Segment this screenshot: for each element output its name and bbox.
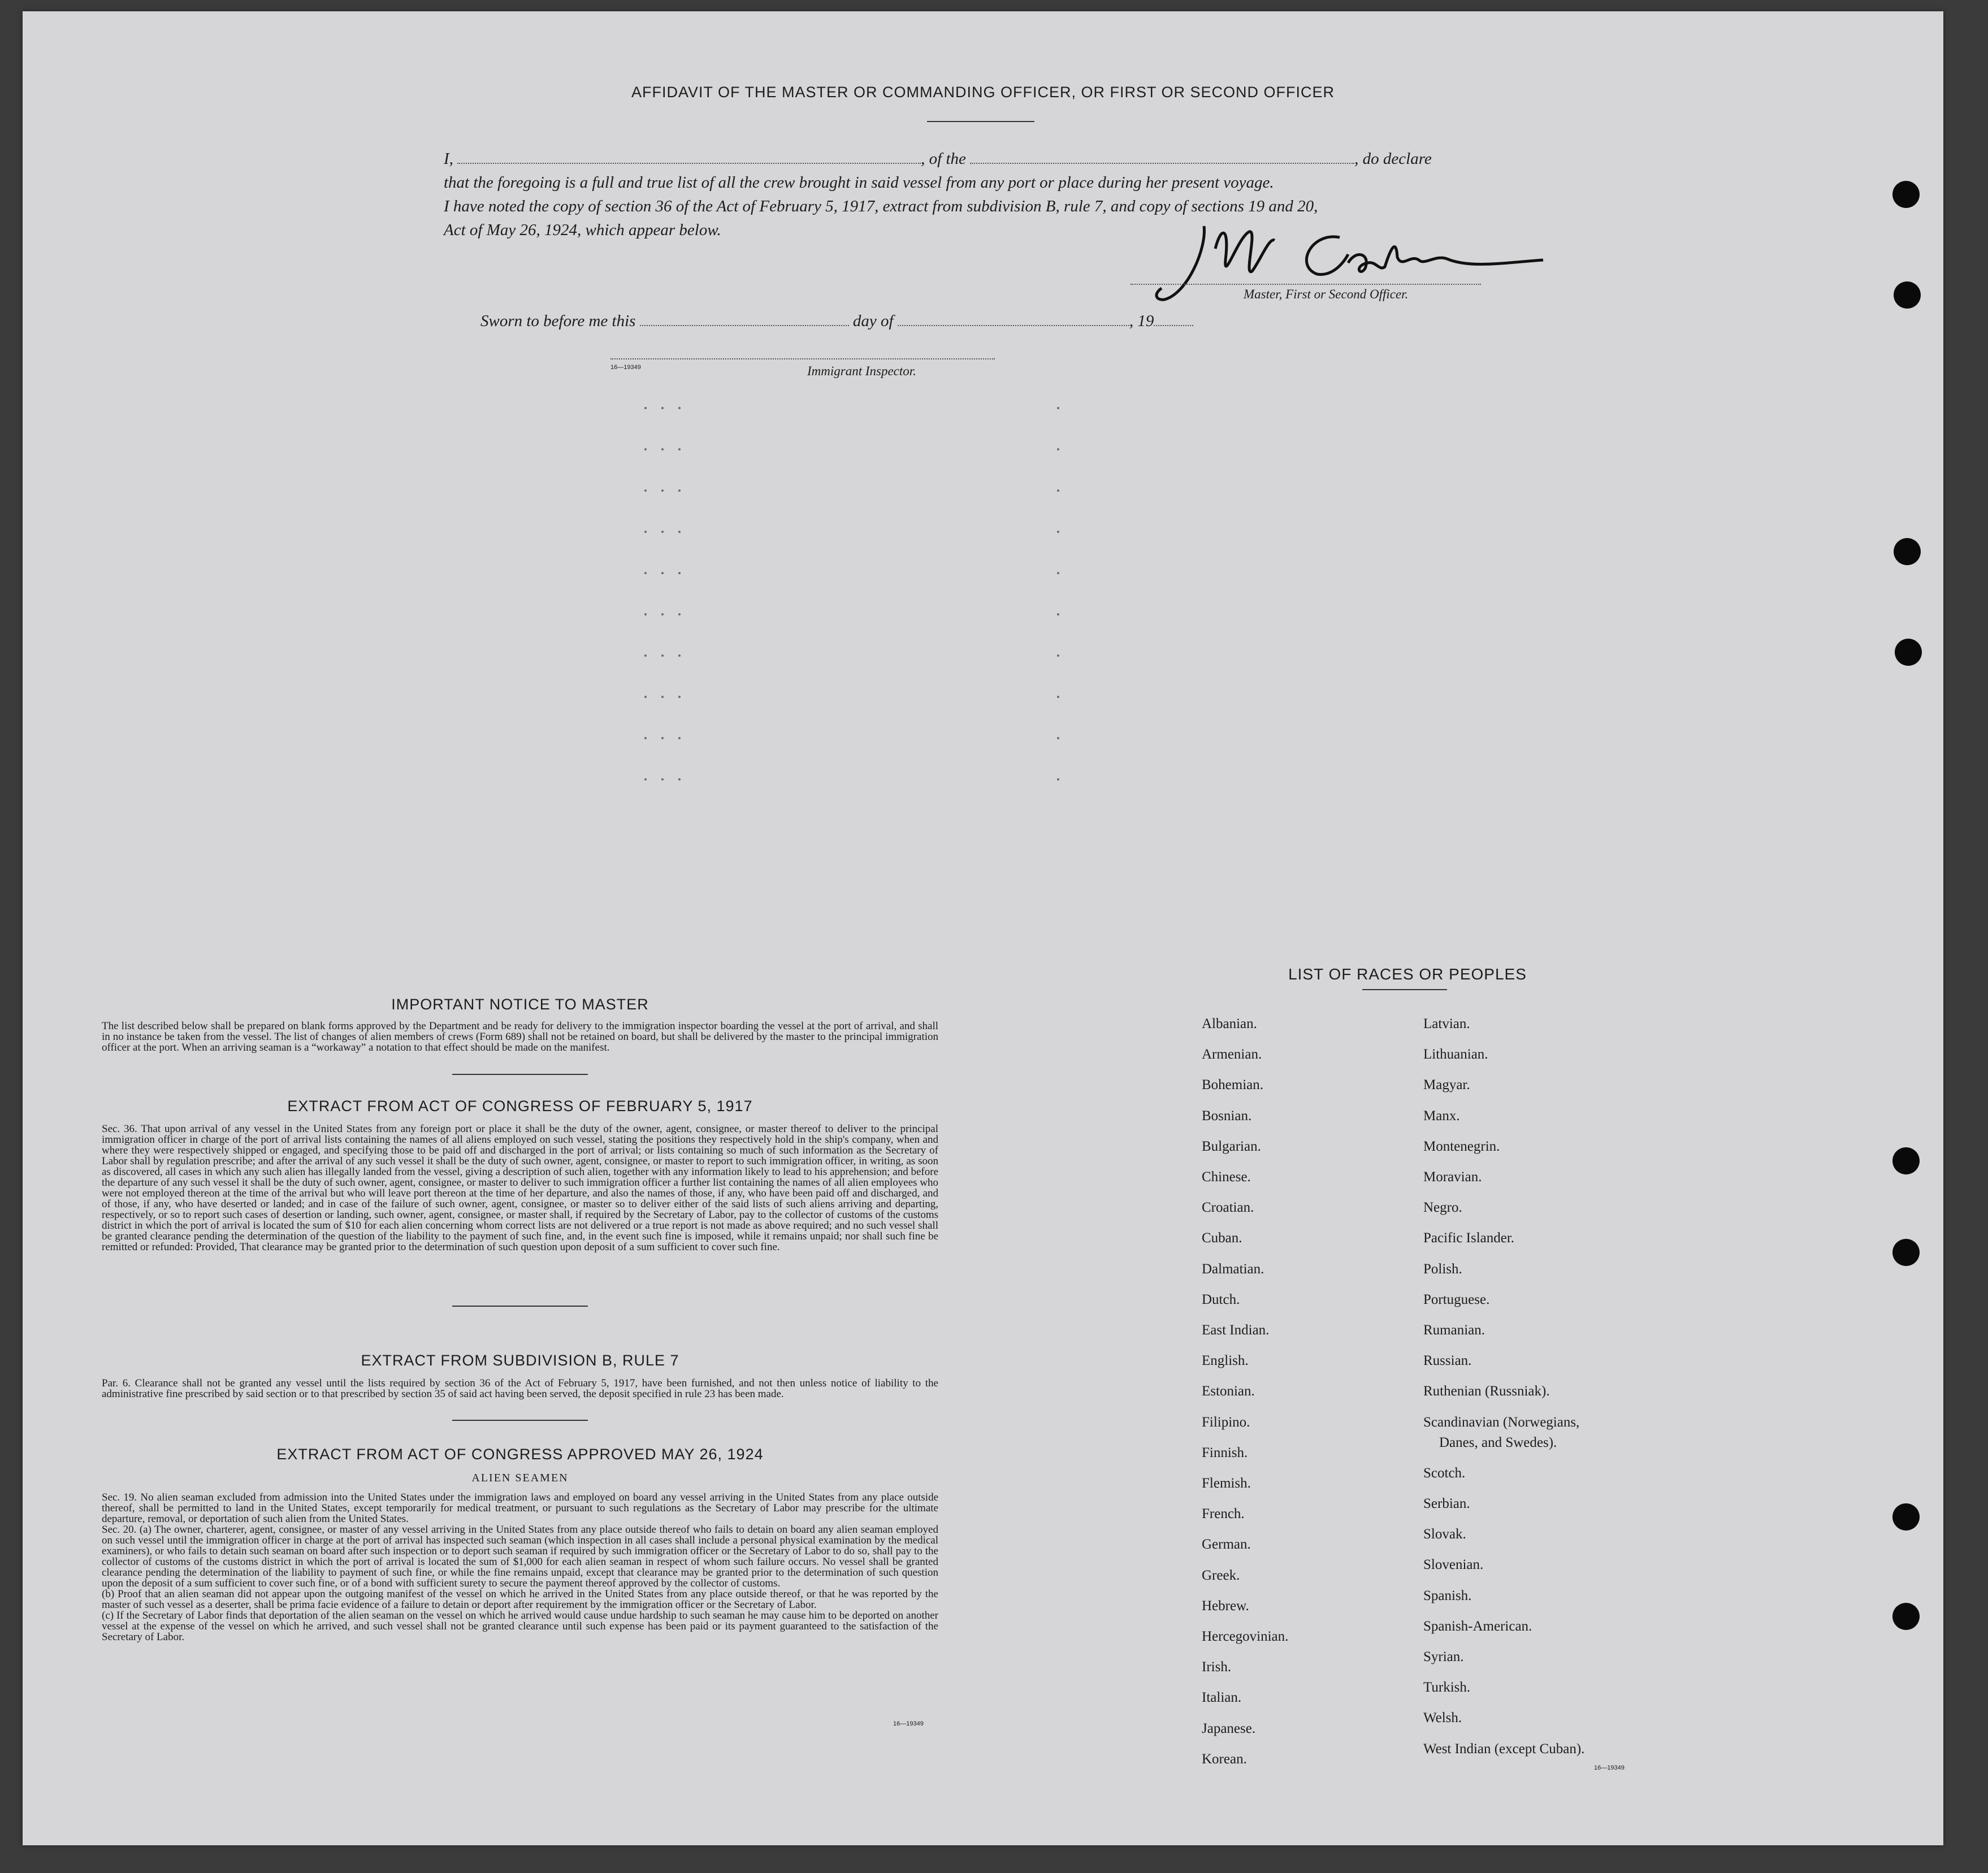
bleed-mark xyxy=(661,407,664,409)
races-rule xyxy=(1362,989,1447,990)
bleed-mark xyxy=(678,613,681,615)
race-item: Rumanian. xyxy=(1423,1323,1485,1338)
sec-20b-text: (b) Proof that an alien seaman did not appear upon the outgoing manifest of the vessel on which he arrived in the United States from any place outside thereof, or that he was reported by the master of such vessel as a deserter, shall be prima facie evidence of a failure to detain or deport after requirement by the immigration officer or the Secretary of Labor. xyxy=(102,1588,938,1611)
inspector-label: Immigrant Inspector. xyxy=(807,364,916,378)
race-item: Scotch. xyxy=(1423,1465,1466,1481)
bleed-mark xyxy=(1057,778,1059,781)
race-item: Korean. xyxy=(1202,1751,1247,1767)
race-item: Montenegrin. xyxy=(1423,1138,1500,1154)
bleed-mark xyxy=(678,696,681,698)
sworn-line xyxy=(480,312,1193,331)
bleed-mark xyxy=(644,654,647,657)
race-item: Italian. xyxy=(1202,1690,1242,1706)
bleed-mark xyxy=(644,572,647,574)
race-item: English. xyxy=(1202,1353,1249,1369)
name-blank xyxy=(457,150,921,164)
race-item: Latvian. xyxy=(1423,1016,1470,1031)
bleed-mark xyxy=(678,489,681,492)
extract-1917-title: EXTRACT FROM ACT OF CONGRESS OF FEBRUARY 5, 1917 xyxy=(287,1098,753,1115)
bleed-mark xyxy=(1057,448,1059,450)
bleed-mark xyxy=(1057,737,1059,739)
punch-hole xyxy=(1892,1503,1920,1531)
document-page xyxy=(23,11,1943,1845)
race-item: East Indian. xyxy=(1202,1323,1270,1338)
sec-20c-text: (c) If the Secretary of Labor finds that deportation of the alien seaman on the vessel on which he arrived would cause undue hardship to such seaman he may cause him to be deported on another vessel at the expense of the vessel on which he arrived, and such vessel shall not be granted clearance until such expense has been paid or its payment guaranteed to the satisfaction of the Secretary of Labor. xyxy=(102,1610,938,1643)
bleed-mark xyxy=(661,654,664,657)
sec-20a-text: Sec. 20. (a) The owner, charterer, agent, consignee, or master of any vessel arriving in the United States from any place outside thereof who fails to detain on board any alien seaman employed on such vessel until the immigration officer in charge at the port of arrival has inspected such seaman (which inspection in all cases shall include a personal physical examination by the medical examiners), or who fails to detain such seaman on board after such inspection or to deport such seaman if required by such immigration officer or the Secretary of Labor to do so, shall pay to the collector of customs of the customs district in which the port of arrival is located the sum of $1,000 for each alien seaman in respect of whom such failure occurs. No vessel shall be granted clearance pending the determination of the liability to payment of such fine, or while the fine remains unpaid, except that clearance may be granted prior to the determination of such question upon the deposit of a sum sufficient to cover such fine, or of a bond with sufficient surety to secure the payment thereof approved by the collector of customs. xyxy=(102,1524,938,1589)
title-rule xyxy=(927,121,1034,122)
notice-rule xyxy=(452,1074,588,1075)
sworn-year: , 19 xyxy=(1129,312,1154,330)
race-item: West Indian (except Cuban). xyxy=(1423,1741,1585,1757)
form-number-races: 16—19349 xyxy=(1594,1764,1625,1771)
race-item: Lithuanian. xyxy=(1423,1047,1488,1063)
extract-rule7-title: EXTRACT FROM SUBDIVISION B, RULE 7 xyxy=(361,1352,679,1369)
bleed-mark xyxy=(678,407,681,409)
race-item: Welsh. xyxy=(1423,1710,1462,1726)
day-blank xyxy=(640,313,849,326)
race-item: Spanish. xyxy=(1423,1588,1472,1603)
race-item: Scandinavian (Norwegians, xyxy=(1423,1414,1580,1430)
bleed-mark xyxy=(661,778,664,781)
bleed-mark xyxy=(661,572,664,574)
bleed-mark xyxy=(644,489,647,492)
punch-hole xyxy=(1894,538,1921,565)
race-item: Filipino. xyxy=(1202,1414,1250,1430)
race-item: Greek. xyxy=(1202,1567,1240,1583)
race-item: Pacific Islander. xyxy=(1423,1230,1515,1246)
bleed-mark xyxy=(1057,531,1059,533)
bleed-mark xyxy=(644,778,647,781)
race-item: Japanese. xyxy=(1202,1720,1256,1736)
extract-rule7-text: Par. 6. Clearance shall not be granted any vessel until the lists required by section 36 of the Act of February 5, 1917, have been furnished, and not then unless notice of liability to the administrative fine prescribed by said section or to that prescribed by section 35 of said act having been served, the deposit specified in rule 23 has been made. xyxy=(102,1377,938,1400)
race-item: Slovenian. xyxy=(1423,1557,1484,1573)
race-item: Serbian. xyxy=(1423,1496,1470,1511)
bleed-mark xyxy=(678,572,681,574)
bleed-mark xyxy=(678,654,681,657)
bleed-mark xyxy=(1057,489,1059,492)
sworn-before: Sworn to before me this xyxy=(480,312,636,330)
race-item: Moravian. xyxy=(1423,1169,1482,1185)
race-item: Slovak. xyxy=(1423,1527,1466,1542)
punch-hole xyxy=(1895,639,1922,666)
race-item: Portuguese. xyxy=(1423,1291,1490,1307)
race-item: Irish. xyxy=(1202,1659,1232,1675)
extract-1924-title: EXTRACT FROM ACT OF CONGRESS APPROVED MAY 26, 1924 xyxy=(276,1446,764,1463)
race-item: Estonian. xyxy=(1202,1384,1255,1399)
form-number-bottom-left: 16—19349 xyxy=(893,1720,924,1727)
signature-label: Master, First or Second Officer. xyxy=(1244,287,1409,301)
race-item: Negro. xyxy=(1423,1200,1462,1216)
bleed-mark xyxy=(1057,613,1059,615)
race-item: Dalmatian. xyxy=(1202,1261,1264,1277)
race-item: Hercegovinian. xyxy=(1202,1629,1289,1644)
race-item: Bosnian. xyxy=(1202,1108,1252,1124)
punch-hole xyxy=(1894,281,1921,309)
race-item: Magyar. xyxy=(1423,1077,1470,1093)
affidavit-title: AFFIDAVIT OF THE MASTER OR COMMANDING OFFICER, OR FIRST OR SECOND OFFICER xyxy=(631,84,1335,101)
bleed-mark xyxy=(644,737,647,739)
form-number-top: 16—19349 xyxy=(610,364,641,371)
extract-rule7-rule xyxy=(452,1420,588,1421)
bleed-mark xyxy=(661,489,664,492)
race-item: Polish. xyxy=(1423,1261,1462,1277)
race-item: Croatian. xyxy=(1202,1200,1254,1216)
bleed-mark xyxy=(1057,572,1059,574)
punch-hole xyxy=(1892,1147,1920,1174)
inspector-signature-line xyxy=(610,358,995,359)
punch-hole xyxy=(1892,181,1920,208)
race-item: Albanian. xyxy=(1202,1016,1257,1031)
bleed-mark xyxy=(644,407,647,409)
affidavit-line-2: that the foregoing is a full and true list of all the crew brought in said vessel from any port or place during her present voyage. xyxy=(444,174,1274,192)
year-blank xyxy=(1154,313,1193,326)
bleed-mark xyxy=(678,778,681,781)
bleed-mark xyxy=(1057,696,1059,698)
alien-seamen-subtitle: ALIEN SEAMEN xyxy=(471,1472,569,1484)
race-item: Dutch. xyxy=(1202,1291,1240,1307)
affidavit-of-the: , of the xyxy=(921,150,966,168)
race-item: Russian. xyxy=(1423,1353,1472,1369)
bleed-mark xyxy=(644,531,647,533)
bleed-mark xyxy=(678,448,681,450)
affidavit-do-declare: , do declare xyxy=(1354,150,1432,168)
bleed-mark xyxy=(1057,407,1059,409)
sec-19-text: Sec. 19. No alien seaman excluded from admission into the United States under the immigration laws and employed on board any vessel arriving in the United States from any place outside thereof, shall be permitted to land in the United States, except temporarily for medical treatment, or pursuant to such regulations as the Secretary of Labor may prescribe for the ultimate departure, removal, or deportation of such alien from the United States. xyxy=(102,1492,938,1525)
bleed-mark xyxy=(644,613,647,615)
extract-1924-text xyxy=(102,1492,938,1642)
race-item: Flemish. xyxy=(1202,1476,1251,1491)
race-item: Bulgarian. xyxy=(1202,1138,1261,1154)
race-item: Manx. xyxy=(1423,1108,1460,1124)
bleed-mark xyxy=(678,531,681,533)
punch-hole xyxy=(1892,1239,1920,1266)
race-item: Spanish-American. xyxy=(1423,1618,1532,1634)
notice-text: The list described below shall be prepared on blank forms approved by the Department and be ready for delivery to the immigration inspector boarding the vessel at the port of arrival, and shall in no instance be taken from the vessel. The list of changes of alien members of crews (Form 689) shall not be retained on board, but shall be delivered by the master to the principal immigration officer at the port. When an arriving seaman is a “workaway” a notation to that effect should be made on the manifest. xyxy=(102,1020,938,1053)
bleed-mark xyxy=(661,613,664,615)
bleed-mark xyxy=(644,448,647,450)
race-item: French. xyxy=(1202,1506,1245,1522)
vessel-blank xyxy=(970,150,1354,164)
affidavit-line-4: Act of May 26, 1924, which appear below. xyxy=(444,221,721,239)
extract-1917-rule xyxy=(452,1306,588,1307)
race-item: Turkish. xyxy=(1423,1680,1471,1696)
punch-hole xyxy=(1892,1603,1920,1630)
race-item: Bohemian. xyxy=(1202,1077,1264,1093)
sworn-day-of: day of xyxy=(852,312,894,330)
bleed-mark xyxy=(644,696,647,698)
race-item: Ruthenian (Russniak). xyxy=(1423,1384,1550,1399)
race-item: German. xyxy=(1202,1537,1251,1553)
bleed-mark xyxy=(661,737,664,739)
month-blank xyxy=(898,313,1129,326)
notice-title: IMPORTANT NOTICE TO MASTER xyxy=(391,996,649,1013)
extract-1917-text: Sec. 36. That upon arrival of any vessel in the United States from any foreign port or place it shall be the duty of the owner, agent, consignee, or master thereof to deliver to the principal immigration officer in charge of the port of arrival lists containing the names of all aliens employed on such vessel, stating the positions they respectively hold in the ship's company, when and where they were respectively shipped or engaged, and specifying those to be paid off and discharged in the port of arrival; or lists containing so much of such information as the Secretary of Labor shall by regulation prescribe; and after the arrival of any such vessel it shall be the duty of such owner, agent, consignee, or master to report to such immigration officer, in writing, as soon as discovered, all cases in which any such alien has illegally landed from the vessel, giving a description of such alien, together with any information likely to lead to his apprehension; and before the departure of any such vessel it shall be the duty of such owner, agent, consignee, or master to deliver to such immigration officer a further list containing the names of all alien employees who were not employed thereon at the time of the arrival but who will leave port thereon at the time of her departure, and also the names of those, if any, who have been paid off and discharged, and of those, if any, who have deserted or landed; and in case of the failure of such owner, agent, consignee, or master so to deliver either of the said lists of such aliens arriving and departing, respectively, or so to report such cases of desertion or landing, such owner, agent, consignee, or master shall, if required by the Secretary of Labor, pay to the collector of customs of the customs district in which the port of arrival is located the sum of $10 for each alien concerning whom correct lists are not delivered or a true report is not made as above required; and no such vessel shall be granted clearance pending the determination of the question of the liability to the payment of such fine, and, in the event such fine is imposed, while it remains unpaid; nor shall such fine be remitted or refunded: Provided, That clearance may be granted prior to the determination of such question upon deposit of a sum sufficient to cover such fine. xyxy=(102,1123,938,1253)
bleed-mark xyxy=(661,448,664,450)
bleed-mark xyxy=(661,696,664,698)
bleed-mark xyxy=(678,737,681,739)
affidavit-line-3: I have noted the copy of section 36 of the Act of February 5, 1917, extract from subdivision B, rule 7, and copy of sections 19 and 20, xyxy=(444,197,1318,215)
races-title: LIST OF RACES OR PEOPLES xyxy=(1288,965,1527,983)
race-item: Syrian. xyxy=(1423,1649,1464,1664)
race-item: Chinese. xyxy=(1202,1169,1251,1185)
bleed-mark xyxy=(661,531,664,533)
race-item: Finnish. xyxy=(1202,1445,1248,1460)
signature-line xyxy=(1131,284,1481,285)
race-item: Hebrew. xyxy=(1202,1598,1249,1614)
race-item: Armenian. xyxy=(1202,1047,1262,1063)
bleed-mark xyxy=(1057,654,1059,657)
affidavit-i: I, xyxy=(444,150,453,168)
race-item: Cuban. xyxy=(1202,1230,1242,1246)
race-item: Danes, and Swedes). xyxy=(1439,1434,1557,1450)
